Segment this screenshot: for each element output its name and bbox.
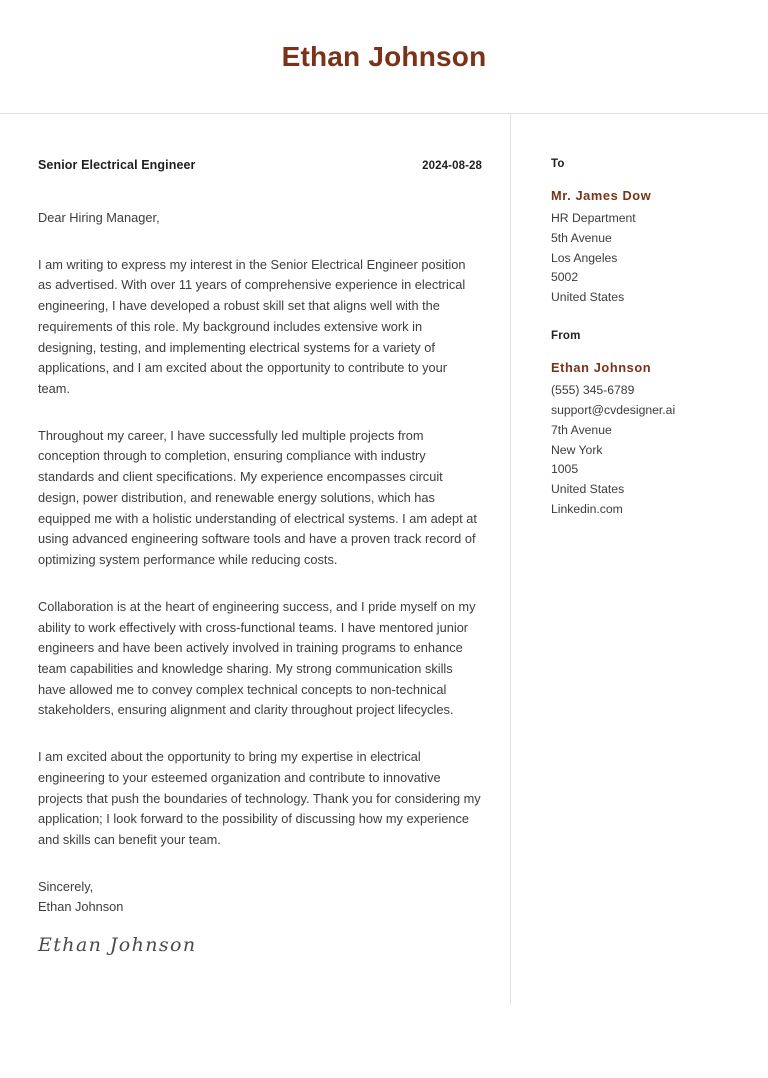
salutation: Dear Hiring Manager, — [38, 210, 160, 225]
sender-line: New York — [551, 442, 603, 457]
recipient-line: Los Angeles — [551, 250, 618, 265]
letter-column — [0, 114, 510, 957]
letter-paragraph: Collaboration is at the heart of engineering success, and I pride myself on my ability to work effectively with cross-functional teams. I have mentored junior engineers and have been actively involved in training programs to enhance team capabilities and knowledge sharing. My strong communication skills have allowed me to convey complex technical concepts to non-technical stakeholders, ensuring alignment and clarity throughout project lifecycles. — [38, 598, 476, 718]
document-header — [0, 0, 768, 114]
recipient-line: HR Department — [551, 211, 636, 226]
recipient-name: Mr. James Dow — [551, 188, 652, 203]
closing-salutation: Sincerely, — [38, 878, 94, 894]
sender-block — [551, 330, 748, 520]
page-title: Ethan Johnson — [281, 40, 487, 72]
sender-label: From — [551, 330, 581, 343]
recipient-line: 5002 — [551, 270, 579, 285]
letter-paragraph: Throughout my career, I have successfully led multiple projects from conception through to completion, ensuring compliance with industry standards and client specifications. My experience encompasses circuit design, power distribution, and renewable energy solutions, which has equipped me with a holistic understanding of electrical systems. I am adept at using advanced engineering software tools and have a proven track record of optimizing system performance while reducing costs. — [38, 427, 477, 568]
letter-paragraph: I am writing to express my interest in the Senior Electrical Engineer position as advertised. With over 11 years of comprehensive experience in electrical engineering, I have developed a robust skill set that aligns well with the requirements of this role. My background includes extensive work in designing, testing, and implementing electrical systems for a variety of applications, and I am excited about the opportunity to contribute to your team. — [38, 256, 466, 397]
sender-phone: (555) 345-6789 — [551, 383, 635, 398]
closing-name: Ethan Johnson — [38, 899, 124, 915]
sender-line: United States — [551, 482, 625, 497]
letter-paragraph: I am excited about the opportunity to bring my expertise in electrical engineering to your esteemed organization and contribute to innovative projects that push the boundaries of technology. Thank you for considering my application; I look forward to the possibility of discussing how my experience and skills can benefit your team. — [38, 749, 481, 847]
sidebar-column — [511, 114, 768, 542]
recipient-line: United States — [551, 290, 625, 305]
sender-line: 1005 — [551, 462, 579, 477]
sender-website: Linkedin.com — [551, 501, 623, 516]
signature: Ethan Johnson — [38, 934, 197, 957]
recipient-block — [551, 158, 748, 308]
letter-meta-row — [38, 158, 482, 172]
sender-line: 7th Avenue — [551, 422, 612, 437]
letter-date: 2024-08-28 — [422, 160, 482, 172]
closing-block — [38, 877, 482, 918]
job-title: Senior Electrical Engineer — [38, 158, 196, 172]
document-body — [0, 114, 768, 1078]
recipient-line: 5th Avenue — [551, 230, 612, 245]
sender-email: support@cvdesigner.ai — [551, 402, 676, 417]
sender-name: Ethan Johnson — [551, 360, 652, 376]
recipient-label: To — [551, 158, 565, 170]
